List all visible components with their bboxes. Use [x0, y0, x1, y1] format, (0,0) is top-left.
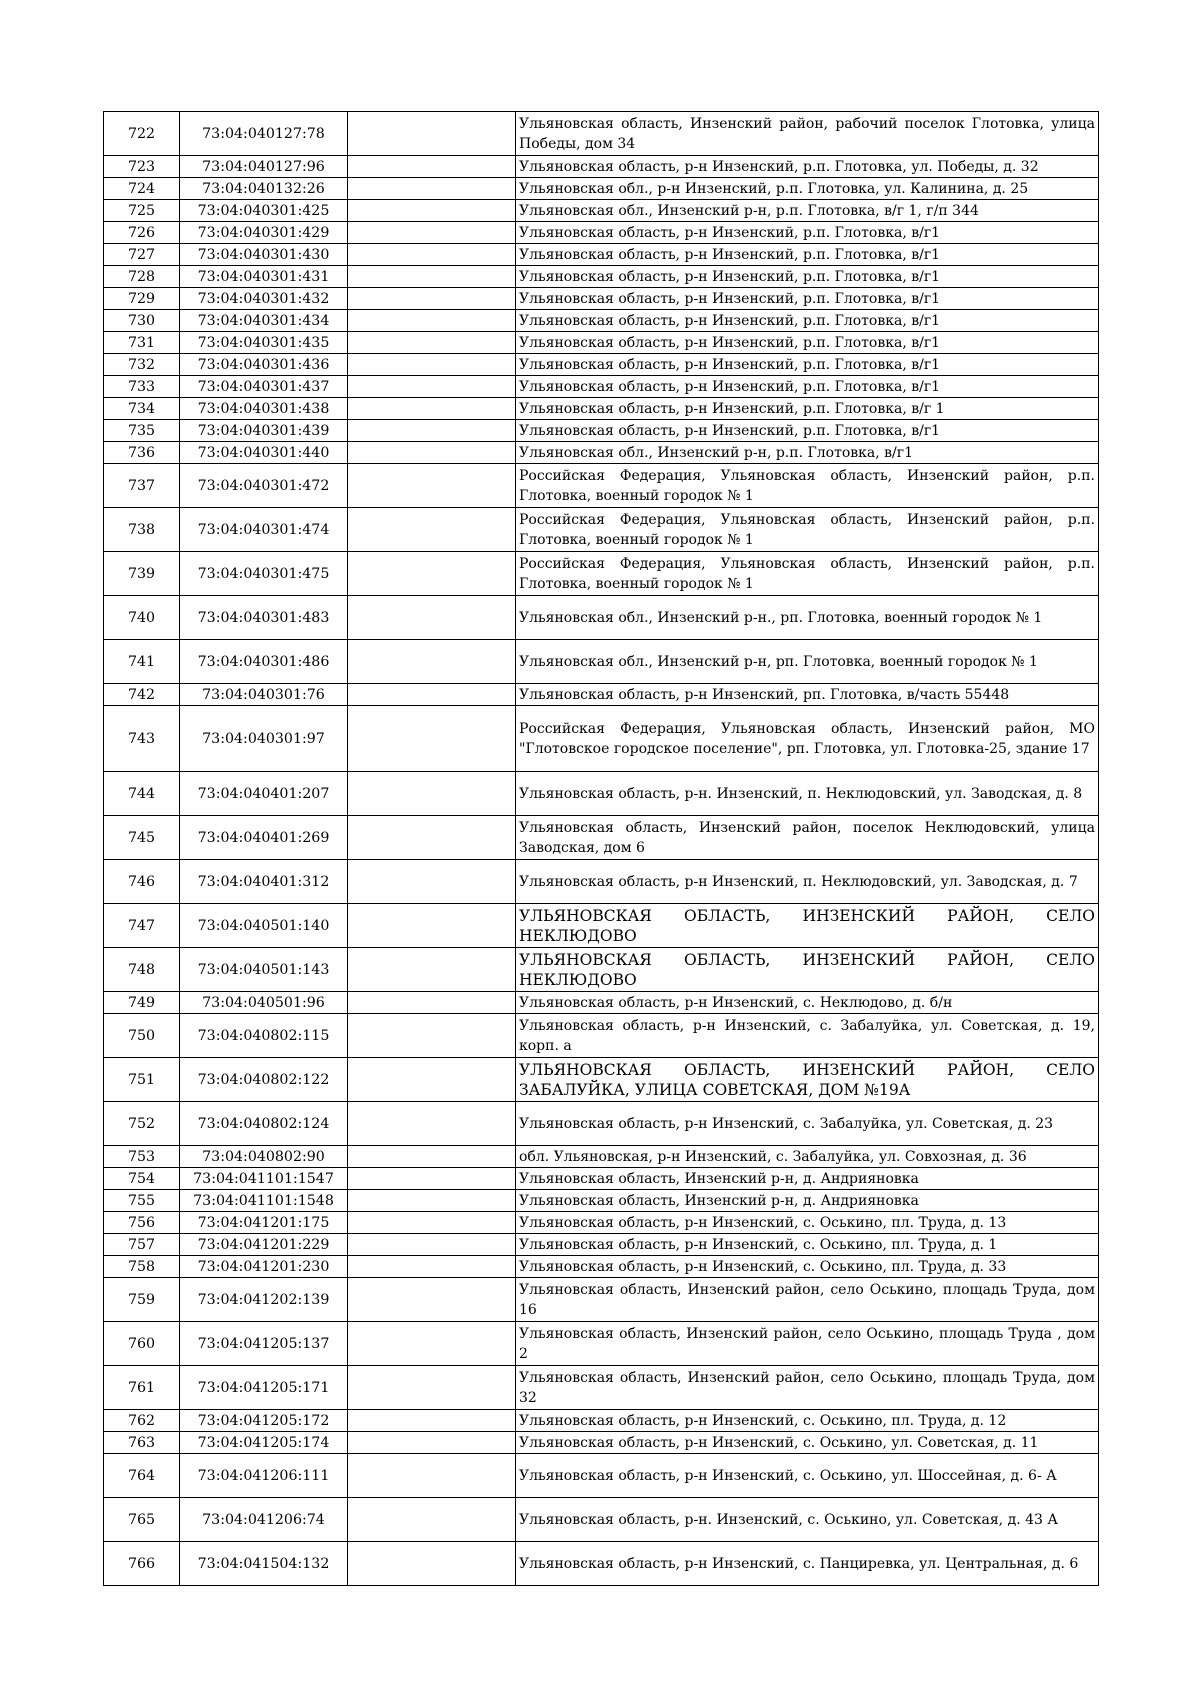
row-number: 726: [104, 222, 180, 244]
empty-cell: [348, 1366, 516, 1410]
empty-cell: [348, 684, 516, 706]
table-row: [104, 1410, 1099, 1432]
cadastral-number: 73:04:041101:1548: [180, 1190, 348, 1212]
cadastral-number: 73:04:041201:175: [180, 1212, 348, 1234]
cadastral-number: 73:04:040301:432: [180, 288, 348, 310]
cadastral-number: 73:04:040802:90: [180, 1146, 348, 1168]
address-cell: Ульяновская область, р-н Инзенский, с. Оськино, ул. Советская, д. 11: [516, 1432, 1099, 1454]
cadastral-number: 73:04:041205:171: [180, 1366, 348, 1410]
row-number: 745: [104, 816, 180, 860]
table-row: [104, 222, 1099, 244]
cadastral-number: 73:04:040127:96: [180, 156, 348, 178]
row-number: 723: [104, 156, 180, 178]
address-cell: Ульяновская область, р-н Инзенский, р.п. Глотовка, в/г1: [516, 332, 1099, 354]
row-number: 752: [104, 1102, 180, 1146]
address-cell: Ульяновская область, р-н Инзенский, р.п. Глотовка, в/г1: [516, 376, 1099, 398]
empty-cell: [348, 200, 516, 222]
address-cell: Ульяновская область, р-н. Инзенский, с. Оськино, ул. Советская, д. 43 А: [516, 1498, 1099, 1542]
row-number: 756: [104, 1212, 180, 1234]
address-cell: Ульяновская область, р-н Инзенский, р.п. Глотовка, в/г1: [516, 288, 1099, 310]
row-number: 760: [104, 1322, 180, 1366]
row-number: 761: [104, 1366, 180, 1410]
table-row: [104, 332, 1099, 354]
empty-cell: [348, 420, 516, 442]
table-row: [104, 1190, 1099, 1212]
table-row: [104, 1278, 1099, 1322]
empty-cell: [348, 948, 516, 992]
empty-cell: [348, 112, 516, 156]
empty-cell: [348, 310, 516, 332]
table-row: [104, 596, 1099, 640]
address-cell: Ульяновская область, р-н Инзенский, р.п. Глотовка, в/г1: [516, 420, 1099, 442]
table-row: [104, 112, 1099, 156]
row-number: 729: [104, 288, 180, 310]
cadastral-number: 73:04:040301:474: [180, 508, 348, 552]
table-row: [104, 904, 1099, 948]
row-number: 744: [104, 772, 180, 816]
address-cell: Ульяновская обл., Инзенский р-н, рп. Глотовка, военный городок № 1: [516, 640, 1099, 684]
address-cell: УЛЬЯНОВСКАЯ ОБЛАСТЬ, ИНЗЕНСКИЙ РАЙОН, СЕЛО ЗАБАЛУЙКА, УЛИЦА СОВЕТСКАЯ, ДОМ №19А: [516, 1058, 1099, 1102]
row-number: 751: [104, 1058, 180, 1102]
cadastral-number: 73:04:041206:111: [180, 1454, 348, 1498]
empty-cell: [348, 1190, 516, 1212]
empty-cell: [348, 1014, 516, 1058]
address-cell: Российская Федерация, Ульяновская область, Инзенский район, МО "Глотовское городское поселение", рп. Глотовка, ул. Глотовка-25, здание 17: [516, 706, 1099, 772]
table-row: [104, 1146, 1099, 1168]
address-cell: Российская Федерация, Ульяновская область, Инзенский район, р.п. Глотовка, военный городок № 1: [516, 552, 1099, 596]
table-row: [104, 1322, 1099, 1366]
cadastral-number: 73:04:041201:230: [180, 1256, 348, 1278]
row-number: 722: [104, 112, 180, 156]
empty-cell: [348, 288, 516, 310]
address-cell: Ульяновская область, Инзенский р-н, д. Андрияновка: [516, 1168, 1099, 1190]
table-row: [104, 992, 1099, 1014]
empty-cell: [348, 376, 516, 398]
cadastral-number: 73:04:040127:78: [180, 112, 348, 156]
row-number: 743: [104, 706, 180, 772]
empty-cell: [348, 508, 516, 552]
address-cell: Ульяновская область, р-н Инзенский, с. Панциревка, ул. Центральная, д. 6: [516, 1542, 1099, 1586]
table-row: [104, 266, 1099, 288]
cadastral-number: 73:04:040401:269: [180, 816, 348, 860]
empty-cell: [348, 1256, 516, 1278]
empty-cell: [348, 904, 516, 948]
table-row: [104, 442, 1099, 464]
row-number: 764: [104, 1454, 180, 1498]
cadastral-number: 73:04:040301:425: [180, 200, 348, 222]
empty-cell: [348, 398, 516, 420]
cadastral-number: 73:04:041205:137: [180, 1322, 348, 1366]
cadastral-number: 73:04:041206:74: [180, 1498, 348, 1542]
empty-cell: [348, 1212, 516, 1234]
row-number: 732: [104, 354, 180, 376]
row-number: 727: [104, 244, 180, 266]
cadastral-number: 73:04:040802:122: [180, 1058, 348, 1102]
row-number: 750: [104, 1014, 180, 1058]
table-row: [104, 376, 1099, 398]
table-row: [104, 1014, 1099, 1058]
table-row: [104, 244, 1099, 266]
cadastral-number: 73:04:040501:96: [180, 992, 348, 1014]
address-cell: УЛЬЯНОВСКАЯ ОБЛАСТЬ, ИНЗЕНСКИЙ РАЙОН, СЕЛО НЕКЛЮДОВО: [516, 948, 1099, 992]
address-cell: Ульяновская область, р-н Инзенский, р.п. Глотовка, в/г 1: [516, 398, 1099, 420]
address-cell: УЛЬЯНОВСКАЯ ОБЛАСТЬ, ИНЗЕНСКИЙ РАЙОН, СЕЛО НЕКЛЮДОВО: [516, 904, 1099, 948]
table-row: [104, 1256, 1099, 1278]
table-row: [104, 684, 1099, 706]
table-row: [104, 310, 1099, 332]
address-cell: Ульяновская область, Инзенский район, рабочий поселок Глотовка, улица Победы, дом 34: [516, 112, 1099, 156]
address-cell: Ульяновская обл., Инзенский р-н, р.п. Глотовка, в/г 1, г/п 344: [516, 200, 1099, 222]
cadastral-number: 73:04:040301:436: [180, 354, 348, 376]
table-row: [104, 420, 1099, 442]
row-number: 735: [104, 420, 180, 442]
table-row: [104, 552, 1099, 596]
empty-cell: [348, 992, 516, 1014]
table-row: [104, 508, 1099, 552]
cadastral-number: 73:04:040401:312: [180, 860, 348, 904]
address-cell: Ульяновская область, Инзенский район, село Оськино, площадь Труда , дом 2: [516, 1322, 1099, 1366]
table-row: [104, 1454, 1099, 1498]
row-number: 747: [104, 904, 180, 948]
empty-cell: [348, 552, 516, 596]
table-row: [104, 464, 1099, 508]
row-number: 740: [104, 596, 180, 640]
cadastral-number: 73:04:040301:97: [180, 706, 348, 772]
table-row: [104, 706, 1099, 772]
cadastral-number: 73:04:041504:132: [180, 1542, 348, 1586]
empty-cell: [348, 1278, 516, 1322]
cadastral-number: 73:04:040501:140: [180, 904, 348, 948]
row-number: 742: [104, 684, 180, 706]
row-number: 762: [104, 1410, 180, 1432]
row-number: 736: [104, 442, 180, 464]
empty-cell: [348, 640, 516, 684]
table-row: [104, 1498, 1099, 1542]
address-cell: Ульяновская область, р-н Инзенский, с. Забалуйка, ул. Советская, д. 23: [516, 1102, 1099, 1146]
table-row: [104, 1058, 1099, 1102]
address-cell: Ульяновская область, р-н Инзенский, с. Неклюдово, д. б/н: [516, 992, 1099, 1014]
address-cell: Ульяновская область, Инзенский район, село Оськино, площадь Труда, дом 16: [516, 1278, 1099, 1322]
table-row: [104, 640, 1099, 684]
cadastral-number: 73:04:041202:139: [180, 1278, 348, 1322]
cadastral-number: 73:04:040301:431: [180, 266, 348, 288]
empty-cell: [348, 1102, 516, 1146]
cadastral-number: 73:04:040301:440: [180, 442, 348, 464]
row-number: 724: [104, 178, 180, 200]
empty-cell: [348, 1410, 516, 1432]
empty-cell: [348, 442, 516, 464]
row-number: 753: [104, 1146, 180, 1168]
empty-cell: [348, 266, 516, 288]
row-number: 765: [104, 1498, 180, 1542]
cadastral-number: 73:04:041205:172: [180, 1410, 348, 1432]
cadastral-number: 73:04:040301:435: [180, 332, 348, 354]
row-number: 734: [104, 398, 180, 420]
row-number: 737: [104, 464, 180, 508]
property-register-table: [103, 111, 1099, 1586]
row-number: 766: [104, 1542, 180, 1586]
table-row: [104, 1366, 1099, 1410]
table-row: [104, 1432, 1099, 1454]
address-cell: Российская Федерация, Ульяновская область, Инзенский район, р.п. Глотовка, военный городок № 1: [516, 508, 1099, 552]
row-number: 733: [104, 376, 180, 398]
empty-cell: [348, 772, 516, 816]
cadastral-number: 73:04:040301:439: [180, 420, 348, 442]
cadastral-number: 73:04:040301:430: [180, 244, 348, 266]
row-number: 754: [104, 1168, 180, 1190]
empty-cell: [348, 1498, 516, 1542]
table-row: [104, 772, 1099, 816]
address-cell: Ульяновская область, р-н Инзенский, р.п. Глотовка, в/г1: [516, 354, 1099, 376]
table-row: [104, 1102, 1099, 1146]
address-cell: Ульяновская область, р-н Инзенский, с. Оськино, ул. Шоссейная, д. 6- А: [516, 1454, 1099, 1498]
address-cell: Ульяновская область, Инзенский р-н, д. Андрияновка: [516, 1190, 1099, 1212]
address-cell: Ульяновская обл., Инзенский р-н., рп. Глотовка, военный городок № 1: [516, 596, 1099, 640]
row-number: 741: [104, 640, 180, 684]
register-body: [104, 112, 1099, 1586]
address-cell: Ульяновская область, Инзенский район, поселок Неклюдовский, улица Заводская, дом 6: [516, 816, 1099, 860]
address-cell: Ульяновская область, р-н Инзенский, с. Забалуйка, ул. Советская, д. 19, корп. а: [516, 1014, 1099, 1058]
cadastral-number: 73:04:040301:475: [180, 552, 348, 596]
cadastral-number: 73:04:040301:437: [180, 376, 348, 398]
row-number: 728: [104, 266, 180, 288]
table-row: [104, 288, 1099, 310]
address-cell: Ульяновская область, р-н Инзенский, с. Оськино, пл. Труда, д. 33: [516, 1256, 1099, 1278]
empty-cell: [348, 354, 516, 376]
row-number: 748: [104, 948, 180, 992]
address-cell: Ульяновская область, р-н Инзенский, с. Оськино, пл. Труда, д. 13: [516, 1212, 1099, 1234]
address-cell: Ульяновская обл., р-н Инзенский, р.п. Глотовка, ул. Калинина, д. 25: [516, 178, 1099, 200]
cadastral-number: 73:04:040802:124: [180, 1102, 348, 1146]
address-cell: Ульяновская область, Инзенский район, село Оськино, площадь Труда, дом 32: [516, 1366, 1099, 1410]
cadastral-number: 73:04:041201:229: [180, 1234, 348, 1256]
address-cell: Ульяновская область, р-н Инзенский, рп. Глотовка, в/часть 55448: [516, 684, 1099, 706]
address-cell: Ульяновская область, р-н Инзенский, с. Оськино, пл. Труда, д. 12: [516, 1410, 1099, 1432]
empty-cell: [348, 1454, 516, 1498]
table-row: [104, 200, 1099, 222]
table-row: [104, 178, 1099, 200]
empty-cell: [348, 1542, 516, 1586]
table-row: [104, 156, 1099, 178]
table-row: [104, 1168, 1099, 1190]
table-row: [104, 860, 1099, 904]
address-cell: Ульяновская область, р-н Инзенский, с. Оськино, пл. Труда, д. 1: [516, 1234, 1099, 1256]
address-cell: Ульяновская область, р-н. Инзенский, п. Неклюдовский, ул. Заводская, д. 8: [516, 772, 1099, 816]
cadastral-number: 73:04:040301:76: [180, 684, 348, 706]
table-row: [104, 1234, 1099, 1256]
row-number: 738: [104, 508, 180, 552]
table-row: [104, 1212, 1099, 1234]
row-number: 755: [104, 1190, 180, 1212]
empty-cell: [348, 860, 516, 904]
empty-cell: [348, 816, 516, 860]
address-cell: Российская Федерация, Ульяновская область, Инзенский район, р.п. Глотовка, военный городок № 1: [516, 464, 1099, 508]
row-number: 758: [104, 1256, 180, 1278]
address-cell: Ульяновская область, р-н Инзенский, р.п. Глотовка, ул. Победы, д. 32: [516, 156, 1099, 178]
table-row: [104, 816, 1099, 860]
cadastral-number: 73:04:040301:486: [180, 640, 348, 684]
table-row: [104, 354, 1099, 376]
empty-cell: [348, 1432, 516, 1454]
cadastral-number: 73:04:040802:115: [180, 1014, 348, 1058]
empty-cell: [348, 1234, 516, 1256]
row-number: 730: [104, 310, 180, 332]
row-number: 759: [104, 1278, 180, 1322]
address-cell: Ульяновская область, р-н Инзенский, п. Неклюдовский, ул. Заводская, д. 7: [516, 860, 1099, 904]
row-number: 746: [104, 860, 180, 904]
cadastral-number: 73:04:040301:438: [180, 398, 348, 420]
table-row: [104, 948, 1099, 992]
empty-cell: [348, 244, 516, 266]
cadastral-number: 73:04:041205:174: [180, 1432, 348, 1454]
cadastral-number: 73:04:040301:483: [180, 596, 348, 640]
table-row: [104, 398, 1099, 420]
row-number: 749: [104, 992, 180, 1014]
cadastral-number: 73:04:040132:26: [180, 178, 348, 200]
cadastral-number: 73:04:040401:207: [180, 772, 348, 816]
empty-cell: [348, 178, 516, 200]
row-number: 731: [104, 332, 180, 354]
cadastral-number: 73:04:040301:434: [180, 310, 348, 332]
cadastral-number: 73:04:040501:143: [180, 948, 348, 992]
address-cell: Ульяновская область, р-н Инзенский, р.п. Глотовка, в/г1: [516, 244, 1099, 266]
empty-cell: [348, 1058, 516, 1102]
empty-cell: [348, 156, 516, 178]
row-number: 757: [104, 1234, 180, 1256]
empty-cell: [348, 1146, 516, 1168]
empty-cell: [348, 464, 516, 508]
cadastral-number: 73:04:041101:1547: [180, 1168, 348, 1190]
row-number: 739: [104, 552, 180, 596]
row-number: 763: [104, 1432, 180, 1454]
row-number: 725: [104, 200, 180, 222]
empty-cell: [348, 222, 516, 244]
empty-cell: [348, 1168, 516, 1190]
empty-cell: [348, 706, 516, 772]
address-cell: Ульяновская обл., Инзенский р-н, р.п. Глотовка, в/г1: [516, 442, 1099, 464]
cadastral-number: 73:04:040301:472: [180, 464, 348, 508]
address-cell: Ульяновская область, р-н Инзенский, р.п. Глотовка, в/г1: [516, 266, 1099, 288]
empty-cell: [348, 332, 516, 354]
address-cell: обл. Ульяновская, р-н Инзенский, с. Забалуйка, ул. Совхозная, д. 36: [516, 1146, 1099, 1168]
empty-cell: [348, 596, 516, 640]
empty-cell: [348, 1322, 516, 1366]
table-row: [104, 1542, 1099, 1586]
cadastral-number: 73:04:040301:429: [180, 222, 348, 244]
address-cell: Ульяновская область, р-н Инзенский, р.п. Глотовка, в/г1: [516, 222, 1099, 244]
address-cell: Ульяновская область, р-н Инзенский, р.п. Глотовка, в/г1: [516, 310, 1099, 332]
